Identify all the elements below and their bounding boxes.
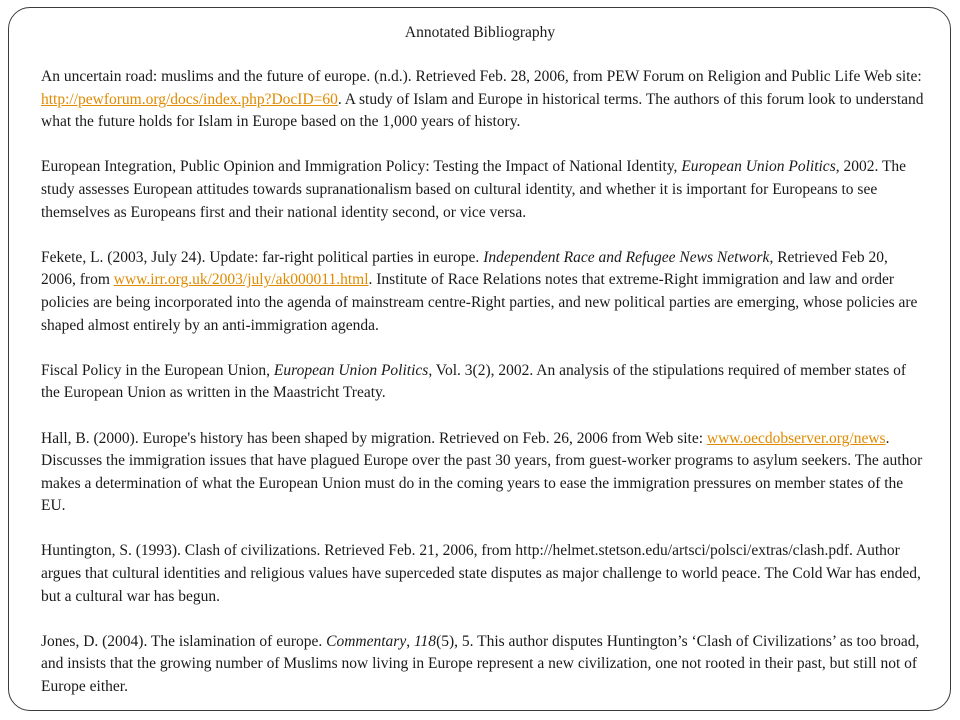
entry-annotation: . Discusses the immigration issues that have plagued Europe over the past 30 years, from guest-worker programs to asylum seekers. The author makes a determination of what the European Union must do in the coming years to ease the immigration pressures on member states of the EU. (41, 429, 923, 515)
page-title: Annotated Bibliography (404, 24, 556, 41)
bibliography-list (41, 66, 925, 699)
entry-text-mid: , Retrieved Feb 20, 2006, from (41, 248, 888, 289)
entry-text: Fiscal Policy in the European Union, (41, 361, 274, 379)
entry-text: Jones, D. (2004). The islamination of europe. (41, 632, 327, 650)
entry-annotation: , Vol. 3(2), 2002. An analysis of the stipulations required of member states of the European Union as written in the Maastricht Treaty. (41, 361, 907, 402)
bib-entry-hall (41, 428, 925, 518)
journal-title: European Union Politics (273, 361, 429, 379)
entry-text: Fekete, L. (2003, July 24). Update: far-right political parties in europe. (41, 248, 484, 266)
entry-annotation: . A study of Islam and Europe in historical terms. The authors of this forum look to understand what the future holds for Islam in Europe based on the 1,000 years of history. (41, 90, 924, 131)
entry-annotation: (5), 5. This author disputes Huntington’s ‘Clash of Civilizations’ as too broad, and insists that the growing number of Muslims now living in Europe represent a new civilization, one not rooted in their past, but still not of Europe either. (41, 632, 920, 696)
entry-annotation: , 2002. The study assesses European attitudes towards supranationalism based on cultural identity, and whether it is important for Europeans to see themselves as Europeans first and their national identity second, or vice versa. (41, 158, 907, 221)
pewforum-link[interactable]: http://pewforum.org/docs/index.php?DocID=60 (41, 90, 338, 108)
volume-number: 118 (413, 632, 437, 650)
oecd-observer-link[interactable]: www.oecdobserver.org/news (706, 429, 886, 447)
entry-text: An uncertain road: muslims and the future of europe. (n.d.). Retrieved Feb. 28, 2006, from PEW Forum on Religion and Public Life Web site: (41, 68, 922, 85)
entry-text: European Integration, Public Opinion and Immigration Policy: Testing the Impact of National Identity, (41, 158, 682, 176)
bib-entry-fiscal-policy (41, 360, 925, 405)
journal-title: Commentary (326, 632, 407, 650)
journal-title: Independent Race and Refugee News Network (483, 248, 770, 266)
bib-entry-jones (41, 631, 925, 699)
bib-entry-huntington (41, 540, 925, 608)
bib-entry-european-integration (41, 156, 925, 224)
entry-annotation: . Institute of Race Relations notes that extreme-Right immigration and law and order policies are being incorporated into the agenda of mainstream centre-Right parties, and new political parties are emerging, whose policies are shaped almost entirely by an anti-immigration agenda. (41, 271, 918, 334)
irr-link[interactable]: www.irr.org.uk/2003/july/ak000011.html (113, 271, 369, 289)
bib-entry-pew-forum (41, 66, 925, 134)
journal-title: European Union Politics (681, 158, 836, 176)
entry-text: Huntington, S. (1993). Clash of civilizations. Retrieved Feb. 21, 2006, from http://helmet.stetson.edu/artsci/polsci/extras/clash.pdf. Author argues that cultural identities and religious values have superceded state disputes as major challenge to world peace. The Cold War has ended, but a cultural war has begun. (41, 542, 921, 605)
entry-text-mid: , (406, 632, 414, 650)
bib-entry-fekete (41, 247, 925, 337)
entry-text: Hall, B. (2000). Europe's history has been shaped by migration. Retrieved on Feb. 26, 2006 from Web site: (41, 429, 707, 447)
